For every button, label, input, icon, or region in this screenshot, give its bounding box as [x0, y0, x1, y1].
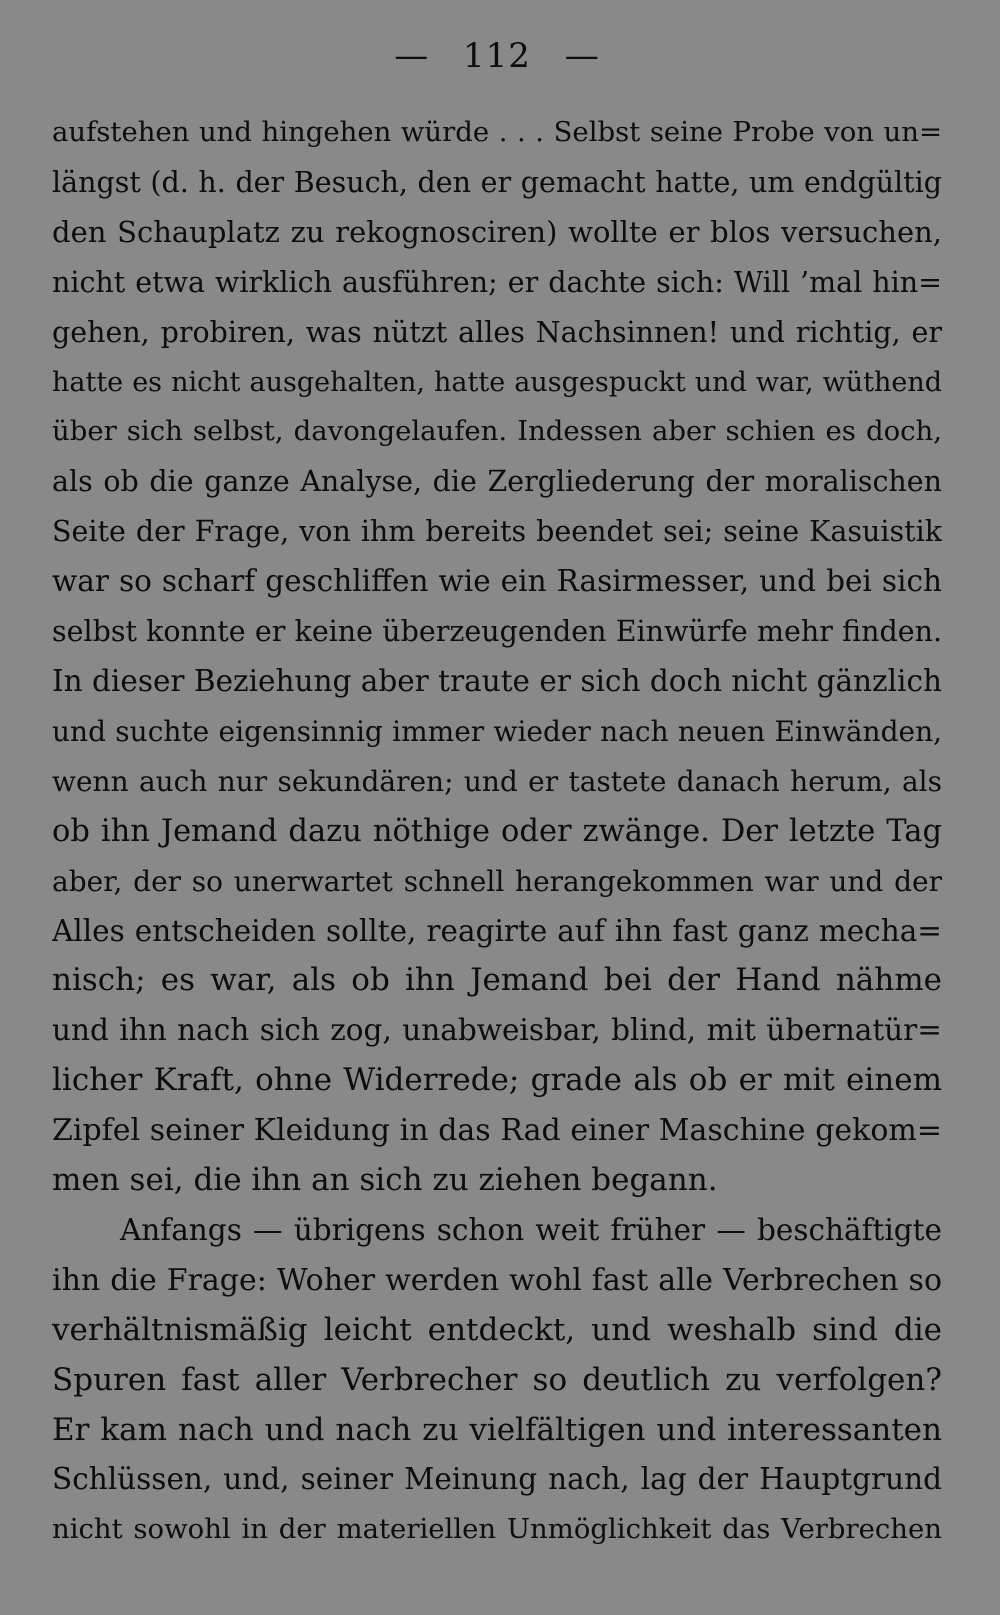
- text-line: ob ihn Jemand dazu nöthige oder zwänge. Der letzte Tag: [52, 813, 942, 849]
- text-line: nicht etwa wirklich ausführen; er dachte sich: Will ’mal hin=: [52, 265, 942, 299]
- text-line: Spuren fast aller Verbrecher so deutlich zu verfolgen?: [52, 1361, 942, 1398]
- text-line: als ob die ganze Analyse, die Zergliederung der moralischen: [52, 465, 942, 499]
- text-line: hatte es nicht ausgehalten, hatte ausgespuckt und war, wüthend: [52, 366, 942, 398]
- paragraph-end-line: men sei, die ihn an sich zu ziehen begann.: [52, 1162, 718, 1199]
- text-line: war so scharf geschliffen wie ein Rasirmesser, und bei sich: [52, 564, 942, 599]
- text-line: selbst konnte er keine überzeugenden Einwürfe mehr finden.: [52, 615, 942, 649]
- page-header: [52, 30, 942, 86]
- text-line: aufstehen und hingehen würde . . . Selbst seine Probe von un=: [52, 116, 942, 148]
- page-number: 112: [463, 36, 531, 76]
- text-line: nicht sowohl in der materiellen Unmöglichkeit das Verbrechen: [52, 1513, 942, 1546]
- text-line: Seite der Frage, von ihm bereits beendet sei; seine Kasuistik: [52, 515, 942, 549]
- body-text: [52, 108, 942, 1555]
- text-line: den Schauplatz zu rekognosciren) wollte er blos versuchen,: [52, 214, 942, 249]
- text-line: wenn auch nur sekundären; und er tastete danach herum, als: [52, 764, 942, 798]
- text-line: Schlüssen, und, seiner Meinung nach, lag der Hauptgrund: [52, 1462, 942, 1497]
- text-line: und ihn nach sich zog, unabweisbar, blind, mit übernatür=: [52, 1013, 942, 1048]
- paragraph-start-line: Anfangs — übrigens schon weit früher — beschäftigte: [120, 1212, 942, 1247]
- text-line: licher Kraft, ohne Widerrede; grade als ob er mit einem: [52, 1062, 942, 1099]
- text-line: Er kam nach und nach zu vielfältigen und interessanten: [52, 1411, 942, 1448]
- text-line: ihn die Frage: Woher werden wohl fast alle Verbrechen so: [52, 1262, 942, 1298]
- header-dash-left: —: [394, 36, 430, 76]
- text-line: aber, der so unerwartet schnell herangekommen war und der: [52, 864, 942, 898]
- text-line: gehen, probiren, was nützt alles Nachsinnen! und richtig, er: [52, 315, 942, 349]
- header-dash-right: —: [564, 36, 600, 76]
- text-line: Zipfel seiner Kleidung in das Rad einer Maschine gekom=: [52, 1113, 942, 1149]
- text-line: verhältnismäßig leicht entdeckt, und weshalb sind die: [52, 1311, 942, 1348]
- text-line: über sich selbst, davongelaufen. Indessen aber schien es doch,: [52, 415, 942, 448]
- text-line: Alles entscheiden sollte, reagirte auf ihn fast ganz mecha=: [52, 913, 942, 948]
- text-line: nisch; es war, als ob ihn Jemand bei der Hand nähme: [52, 962, 942, 999]
- text-line: längst (d. h. der Besuch, den er gemacht hatte, um endgültig: [52, 165, 942, 199]
- text-line: und suchte eigensinnig immer wieder nach neuen Einwänden,: [52, 714, 942, 748]
- text-line: In dieser Beziehung aber traute er sich doch nicht gänzlich: [52, 663, 942, 698]
